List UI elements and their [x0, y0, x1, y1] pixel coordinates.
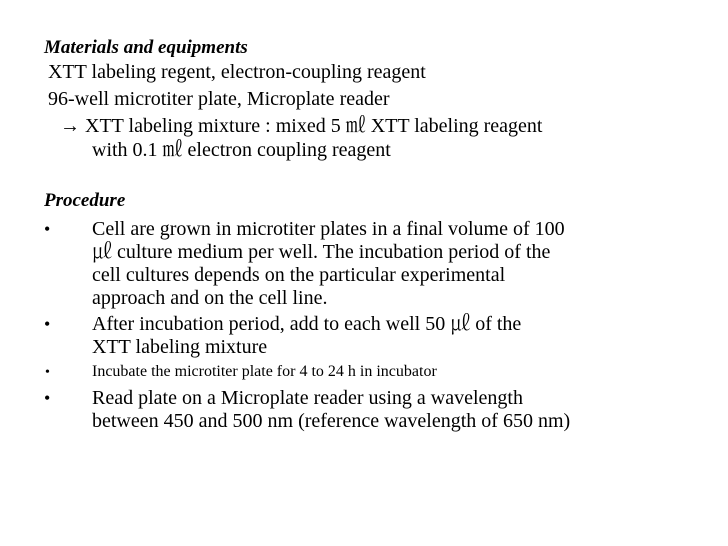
bullet-marker: • [45, 365, 50, 380]
materials-mixture-line-1: → XTT labeling mixture : mixed 5 ㎖ XTT labeling reagent [60, 115, 543, 137]
procedure-heading: Procedure [44, 190, 126, 211]
procedure-item-4-line-2: between 450 and 500 nm (reference wavelength of 650 nm) [92, 410, 571, 432]
procedure-item-1-line-3: cell cultures depends on the particular experimental [92, 264, 506, 286]
materials-line-reagents: XTT labeling regent, electron-coupling reagent [48, 61, 426, 83]
materials-mixture-line-2: with 0.1 ㎖ electron coupling reagent [92, 139, 391, 161]
bullet-marker: • [44, 388, 51, 408]
materials-line-equipment: 96-well microtiter plate, Microplate reader [48, 88, 390, 110]
procedure-item-2-line-2: XTT labeling mixture [92, 336, 268, 358]
procedure-item-1-line-2: ㎕ culture medium per well. The incubation period of the [92, 241, 551, 263]
procedure-item-2-line-1: After incubation period, add to each well 50 ㎕ of the [92, 313, 522, 335]
bullet-marker: • [44, 314, 51, 334]
procedure-item-1-line-4: approach and on the cell line. [92, 287, 328, 309]
materials-heading: Materials and equipments [44, 37, 248, 58]
procedure-item-4-line-1: Read plate on a Microplate reader using a wavelength [92, 387, 523, 409]
bullet-marker: • [44, 219, 51, 239]
procedure-item-3-line-1: Incubate the microtiter plate for 4 to 24 h in incubator [92, 363, 437, 380]
procedure-item-1-line-1: Cell are grown in microtiter plates in a final volume of 100 [92, 218, 565, 240]
